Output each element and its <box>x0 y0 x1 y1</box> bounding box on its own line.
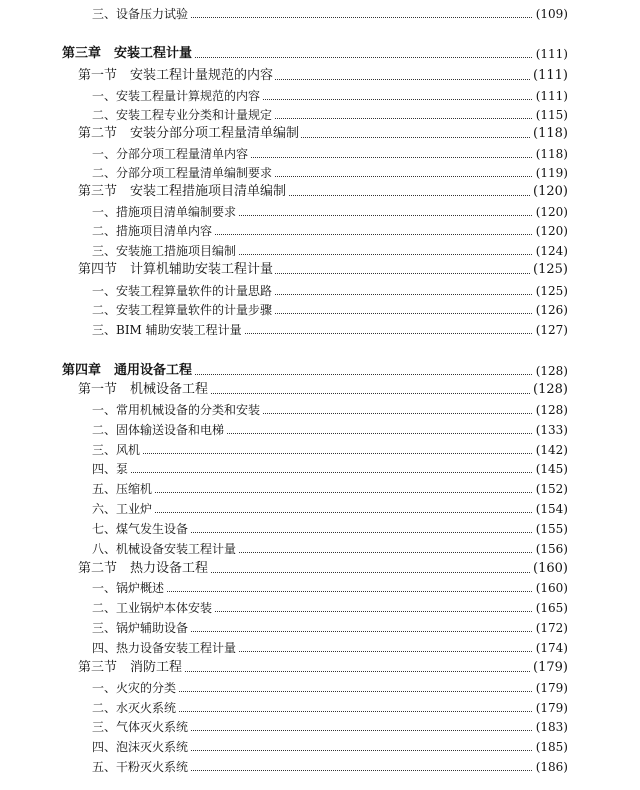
toc-title: 三、设备压力试验 <box>92 4 190 24</box>
toc-title: 第一节 机械设备工程 <box>78 380 210 400</box>
toc-title: 七、煤气发生设备 <box>92 519 190 539</box>
toc-title: 二、分部分项工程量清单编制要求 <box>92 163 274 183</box>
toc-page-number: (127) <box>533 320 568 340</box>
toc-page-number: (156) <box>533 539 568 559</box>
toc-page-number: (185) <box>533 737 568 757</box>
toc-title: 一、火灾的分类 <box>92 678 178 698</box>
toc-entry <box>0 717 640 737</box>
toc-page-number: (142) <box>533 440 568 460</box>
toc-title: 第三节 安装工程措施项目清单编制 <box>78 182 288 202</box>
toc-title: 三、风机 <box>92 440 142 460</box>
toc-section <box>0 260 640 280</box>
dot-leader <box>92 492 564 493</box>
toc-entry <box>0 202 640 222</box>
dot-leader <box>92 472 564 473</box>
toc-entry <box>0 737 640 757</box>
toc-page-number: (120) <box>533 221 568 241</box>
toc-page-number: (115) <box>533 105 568 125</box>
toc-title: 一、安装工程算量软件的计量思路 <box>92 281 274 301</box>
toc-page-number: (179) <box>533 678 568 698</box>
toc-title: 六、工业炉 <box>92 499 154 519</box>
toc-entry <box>0 578 640 598</box>
toc-title: 三、锅炉辅助设备 <box>92 618 190 638</box>
toc-title: 第一节 安装工程计量规范的内容 <box>78 66 275 86</box>
toc-title: 二、工业锅炉本体安装 <box>92 598 214 618</box>
dot-leader <box>92 512 564 513</box>
toc-page-number: (109) <box>533 4 568 24</box>
toc-entry <box>0 479 640 499</box>
toc-page-number: (186) <box>533 757 568 777</box>
toc-entry <box>0 86 640 106</box>
toc-title: 二、固体输送设备和电梯 <box>92 420 226 440</box>
toc-entry <box>0 499 640 519</box>
toc-entry <box>0 539 640 559</box>
toc-page-number: (120) <box>533 202 568 222</box>
toc-entry <box>0 281 640 301</box>
toc-entry <box>0 221 640 241</box>
toc-page-number: (154) <box>533 499 568 519</box>
toc-page-number: (133) <box>533 420 568 440</box>
toc-title: 五、干粉灭火系统 <box>92 757 190 777</box>
toc-page-number: (125) <box>530 260 568 280</box>
toc-title: 一、常用机械设备的分类和安装 <box>92 400 262 420</box>
toc-page-number: (172) <box>533 618 568 638</box>
toc-entry <box>0 4 640 24</box>
toc-title: 四、泵 <box>92 459 130 479</box>
toc-title: 第二节 热力设备工程 <box>78 559 210 579</box>
toc-page-number: (160) <box>533 578 568 598</box>
toc-entry <box>0 163 640 183</box>
toc-chapter <box>0 44 640 64</box>
toc-entry <box>0 241 640 261</box>
toc-title: 第三节 消防工程 <box>78 658 184 678</box>
toc-page-number: (111) <box>533 86 568 106</box>
toc-title: 五、压缩机 <box>92 479 154 499</box>
toc-page-number: (179) <box>530 658 568 678</box>
toc-page-number: (183) <box>533 717 568 737</box>
toc-page-number: (120) <box>530 182 568 202</box>
toc-entry <box>0 678 640 698</box>
toc-title: 三、气体灭火系统 <box>92 717 190 737</box>
toc-title: 第三章 安装工程计量 <box>62 44 194 64</box>
toc-section <box>0 66 640 86</box>
toc-title: 四、泡沫灭火系统 <box>92 737 190 757</box>
toc-entry <box>0 459 640 479</box>
toc-title: 第四章 通用设备工程 <box>62 361 194 381</box>
toc-title: 二、水灭火系统 <box>92 698 178 718</box>
toc-entry <box>0 105 640 125</box>
toc-page-number: (128) <box>533 361 568 381</box>
toc-section <box>0 658 640 678</box>
toc-entry <box>0 757 640 777</box>
toc-page-number: (128) <box>530 380 568 400</box>
toc-title: 第二节 安装分部分项工程量清单编制 <box>78 124 301 144</box>
toc-entry <box>0 698 640 718</box>
toc-title: 一、分部分项工程量清单内容 <box>92 144 250 164</box>
toc-page-number: (145) <box>533 459 568 479</box>
toc-entry <box>0 598 640 618</box>
toc-title: 三、安装施工措施项目编制 <box>92 241 238 261</box>
toc-page-number: (126) <box>533 300 568 320</box>
toc-entry <box>0 420 640 440</box>
toc-page-number: (165) <box>533 598 568 618</box>
toc-entry <box>0 440 640 460</box>
toc-entry <box>0 400 640 420</box>
toc-page-number: (160) <box>530 559 568 579</box>
toc-page-number: (174) <box>533 638 568 658</box>
toc-title: 第四节 计算机辅助安装工程计量 <box>78 260 275 280</box>
toc-title: 四、热力设备安装工程计量 <box>92 638 238 658</box>
toc-title: 二、安装工程专业分类和计量规定 <box>92 105 274 125</box>
toc-section <box>0 559 640 579</box>
toc-section <box>0 124 640 144</box>
toc-title: 二、安装工程算量软件的计量步骤 <box>92 300 274 320</box>
toc-page-number: (118) <box>530 124 568 144</box>
dot-leader <box>92 453 564 454</box>
toc-page-number: (119) <box>533 163 568 183</box>
toc-page-number: (179) <box>533 698 568 718</box>
toc-entry <box>0 300 640 320</box>
toc-title: 一、措施项目清单编制要求 <box>92 202 238 222</box>
toc-page-number: (125) <box>533 281 568 301</box>
toc-title: 一、锅炉概述 <box>92 578 166 598</box>
toc-entry <box>0 638 640 658</box>
toc-title: 二、措施项目清单内容 <box>92 221 214 241</box>
toc-page-number: (124) <box>533 241 568 261</box>
toc-chapter <box>0 361 640 381</box>
toc-title: 八、机械设备安装工程计量 <box>92 539 238 559</box>
toc-section <box>0 380 640 400</box>
toc-page-number: (111) <box>533 44 568 64</box>
toc-title: 一、安装工程量计算规范的内容 <box>92 86 262 106</box>
toc-title: 三、BIM 辅助安装工程计量 <box>92 320 244 340</box>
toc-section <box>0 182 640 202</box>
toc-page-number: (152) <box>533 479 568 499</box>
toc-entry <box>0 618 640 638</box>
toc-page-number: (111) <box>530 66 568 86</box>
toc-page-number: (118) <box>533 144 568 164</box>
toc-page-number: (155) <box>533 519 568 539</box>
toc-entry <box>0 519 640 539</box>
toc-entry <box>0 144 640 164</box>
toc-entry <box>0 320 640 340</box>
toc-page-number: (128) <box>533 400 568 420</box>
